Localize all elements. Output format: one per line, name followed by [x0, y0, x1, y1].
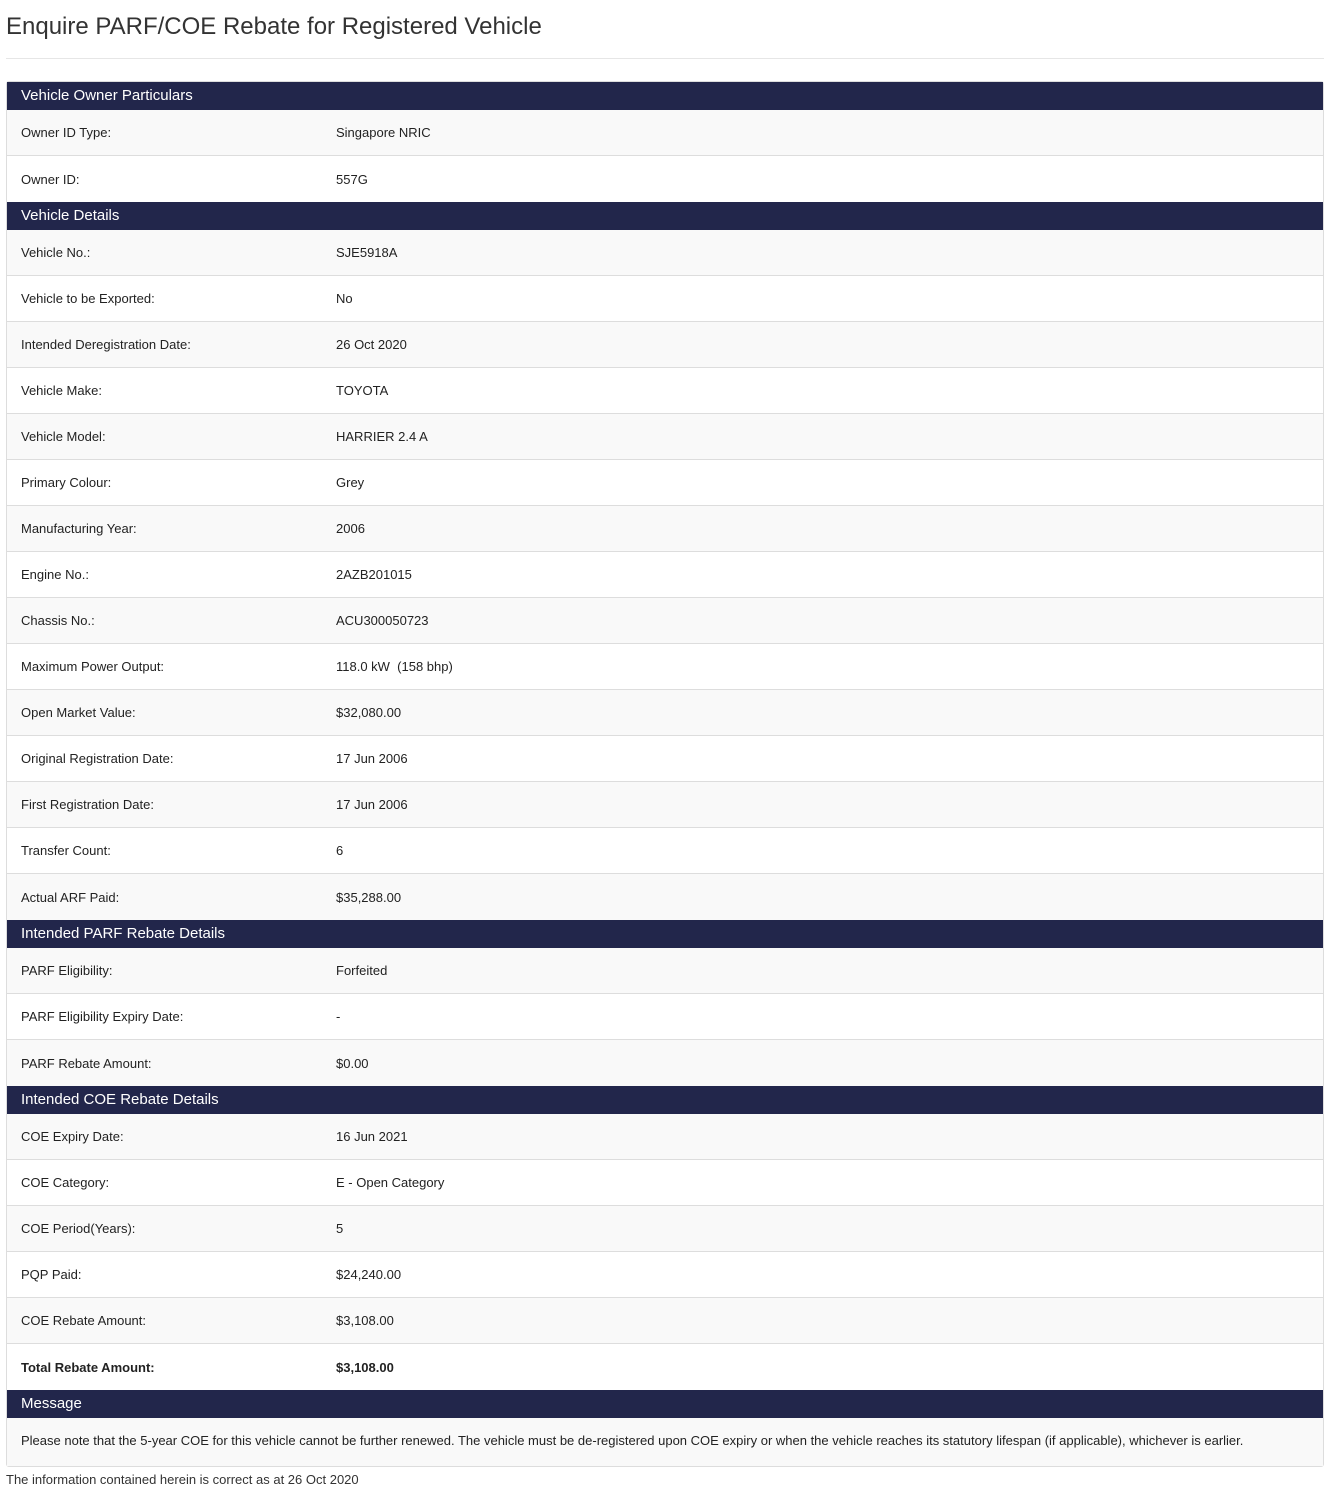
row-label: Maximum Power Output: — [21, 659, 165, 674]
row-parf-rebate-amount — [7, 1040, 1323, 1086]
section-header-parf: Intended PARF Rebate Details — [7, 920, 1323, 948]
section-header-owner: Vehicle Owner Particulars — [7, 82, 1323, 110]
row-value: 2006 — [336, 521, 365, 536]
row-coe-period — [7, 1206, 1323, 1252]
row-value: Grey — [336, 475, 365, 490]
row-label: PARF Eligibility: — [21, 963, 113, 978]
row-coe-expiry-date — [7, 1114, 1323, 1160]
row-value: - — [336, 1009, 341, 1024]
row-actual-arf-paid — [7, 874, 1323, 920]
message-text: Please note that the 5-year COE for this vehicle cannot be further renewed. The vehicle must be de-registered upon COE expiry or when the vehicle reaches its statutory lifespan (if applicable), whichever is earlier. — [7, 1418, 1323, 1466]
row-value: SJE5918A — [336, 245, 398, 260]
row-label: PARF Eligibility Expiry Date: — [21, 1009, 184, 1024]
row-value: $35,288.00 — [336, 889, 402, 905]
row-label: Owner ID: — [21, 171, 80, 187]
title-divider — [6, 58, 1324, 59]
row-value: $3,108.00 — [336, 1359, 394, 1375]
row-value: TOYOTA — [336, 383, 389, 398]
row-value: ACU300050723 — [336, 613, 429, 628]
page-title: Enquire PARF/COE Rebate for Registered Vehicle — [6, 13, 542, 40]
row-label: Vehicle Make: — [21, 383, 102, 398]
row-open-market-value — [7, 690, 1323, 736]
row-value: 17 Jun 2006 — [336, 751, 408, 766]
row-original-registration-date — [7, 736, 1323, 782]
row-engine-no — [7, 552, 1323, 598]
row-owner-id-type — [7, 110, 1323, 156]
row-value: E - Open Category — [336, 1175, 445, 1190]
row-label: Transfer Count: — [21, 843, 111, 858]
row-primary-colour — [7, 460, 1323, 506]
row-label: Vehicle Model: — [21, 429, 106, 444]
row-label: Intended Deregistration Date: — [21, 337, 191, 352]
row-value: No — [336, 291, 353, 306]
row-value: 26 Oct 2020 — [336, 337, 407, 352]
row-value: 16 Jun 2021 — [336, 1129, 408, 1144]
row-parf-eligibility — [7, 948, 1323, 994]
row-label: Chassis No.: — [21, 613, 95, 628]
row-label: PQP Paid: — [21, 1267, 82, 1282]
row-value: 557G — [336, 171, 368, 187]
row-value: $3,108.00 — [336, 1313, 394, 1328]
row-value: $24,240.00 — [336, 1267, 402, 1282]
row-label: COE Period(Years): — [21, 1221, 136, 1236]
row-vehicle-make — [7, 368, 1323, 414]
row-pqp-paid — [7, 1252, 1323, 1298]
row-total-rebate-amount — [7, 1344, 1323, 1390]
row-label: COE Expiry Date: — [21, 1129, 124, 1144]
row-transfer-count — [7, 828, 1323, 874]
row-label: Engine No.: — [21, 567, 89, 582]
section-header-coe: Intended COE Rebate Details — [7, 1086, 1323, 1114]
row-parf-expiry-date — [7, 994, 1323, 1040]
row-label: COE Category: — [21, 1175, 110, 1190]
row-chassis-no — [7, 598, 1323, 644]
row-value: 2AZB201015 — [336, 567, 412, 582]
row-vehicle-no — [7, 230, 1323, 276]
row-label: Open Market Value: — [21, 705, 136, 720]
section-header-vehicle: Vehicle Details — [7, 202, 1323, 230]
row-coe-category — [7, 1160, 1323, 1206]
row-value: 5 — [336, 1221, 344, 1236]
row-label: Total Rebate Amount: — [21, 1359, 155, 1375]
row-value: 6 — [336, 843, 344, 858]
footer-note: The information contained herein is correct as at 26 Oct 2020 — [6, 1472, 359, 1487]
section-header-message: Message — [7, 1390, 1323, 1418]
row-value: 17 Jun 2006 — [336, 797, 408, 812]
rebate-details-panel — [6, 81, 1324, 1467]
row-label: Manufacturing Year: — [21, 521, 137, 536]
row-vehicle-export — [7, 276, 1323, 322]
row-deregistration-date — [7, 322, 1323, 368]
row-value: 118.0 kW (158 bhp) — [336, 659, 453, 674]
row-owner-id — [7, 156, 1323, 202]
row-value: $32,080.00 — [336, 705, 402, 720]
row-max-power — [7, 644, 1323, 690]
row-label: PARF Rebate Amount: — [21, 1055, 152, 1071]
row-value: Singapore NRIC — [336, 125, 431, 140]
row-label: First Registration Date: — [21, 797, 154, 812]
row-label: Vehicle No.: — [21, 245, 91, 260]
row-label: COE Rebate Amount: — [21, 1313, 147, 1328]
row-value: Forfeited — [336, 963, 388, 978]
row-manufacturing-year — [7, 506, 1323, 552]
row-label: Primary Colour: — [21, 475, 112, 490]
row-label: Vehicle to be Exported: — [21, 291, 155, 306]
row-label: Owner ID Type: — [21, 125, 112, 140]
row-vehicle-model — [7, 414, 1323, 460]
row-value: HARRIER 2.4 A — [336, 429, 428, 444]
row-first-registration-date — [7, 782, 1323, 828]
row-value: $0.00 — [336, 1055, 369, 1071]
row-label: Actual ARF Paid: — [21, 889, 120, 905]
row-label: Original Registration Date: — [21, 751, 174, 766]
row-coe-rebate-amount — [7, 1298, 1323, 1344]
